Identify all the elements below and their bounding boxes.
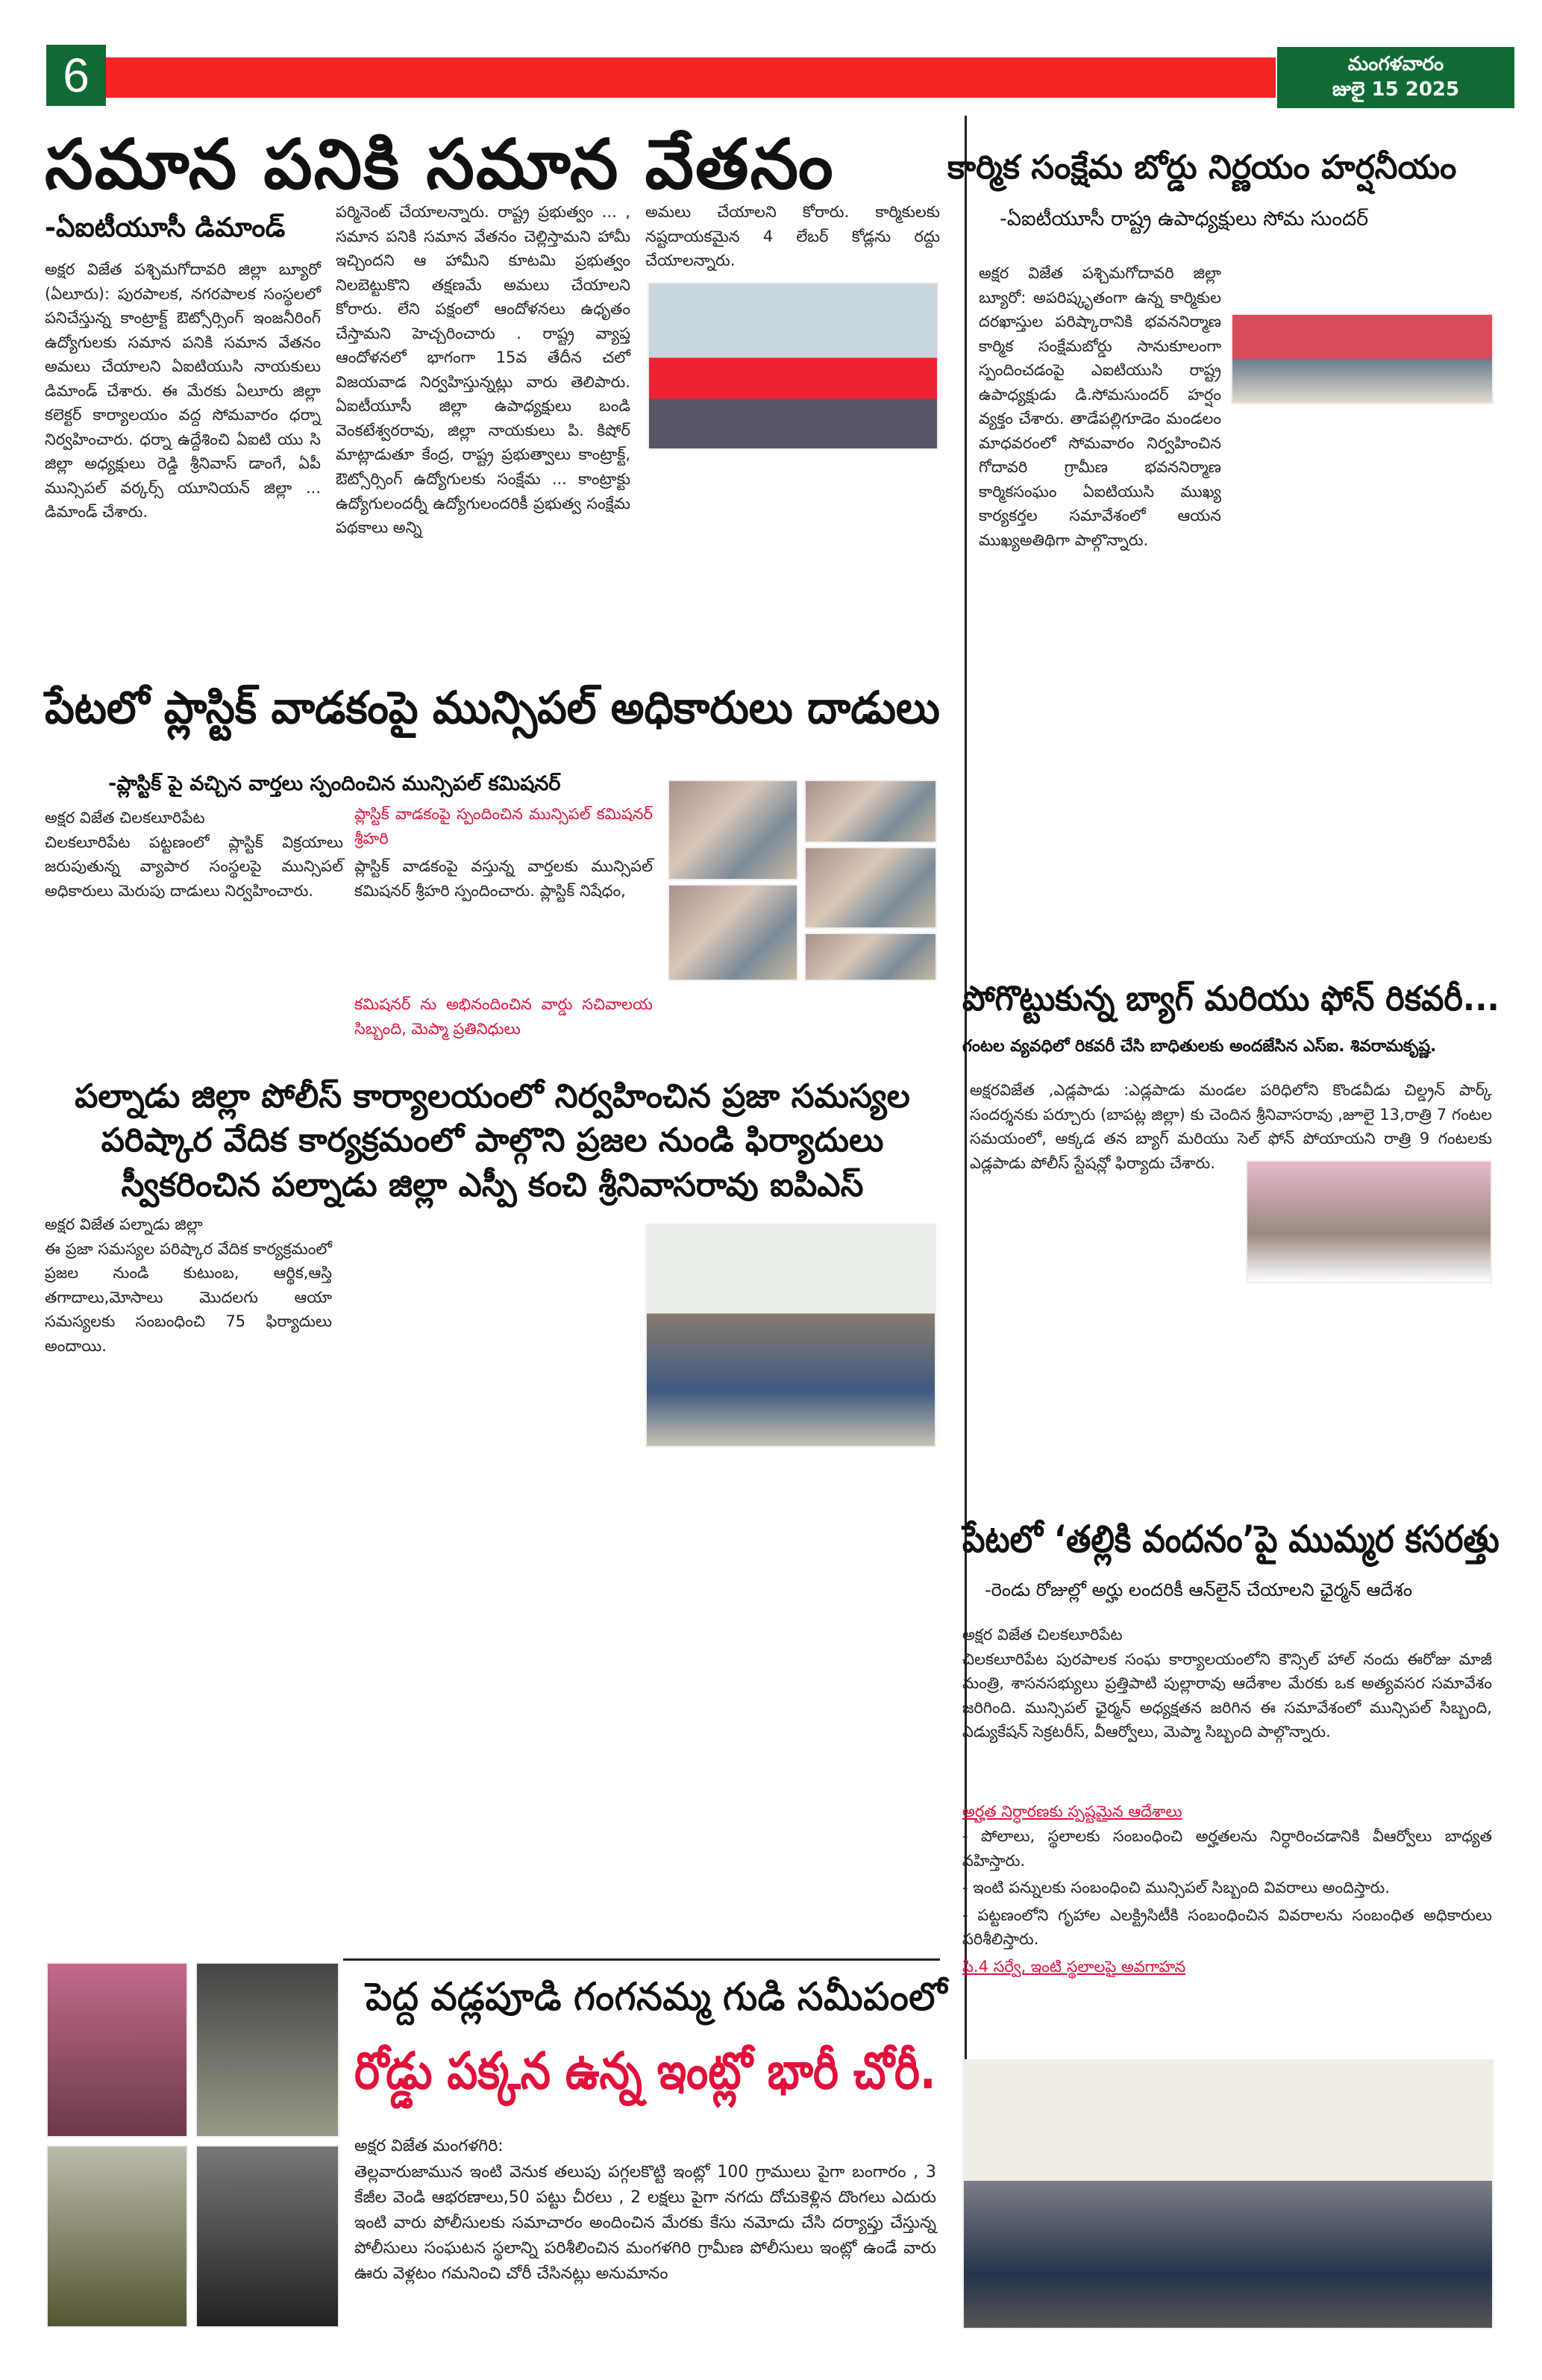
subhead-plastic: -ప్లాస్టిక్ పై వచ్చిన వార్తలు స్పందించిన మున్సిపల్ కమిషనర్ — [108, 772, 561, 795]
subhead-equal-pay: -ఏఐటీయూసీ డిమాండ్ — [45, 213, 286, 243]
article-text-palnadu: అక్షర విజేత పల్నాడు జిల్లా ఈ ప్రజా సమస్యల పరిష్కార వేదిక కార్యక్రమంలో ప్రజల నుండి కుటుంబ, ఆర్థిక,ఆస్తి తగాదాలు,మోసాలు మొదలగు ఆయా సమస్యలకు సంబంధించి 75 ఫిర్యాదులు అందాయి. — [45, 1215, 332, 1355]
date: జులై 15 2025 — [1332, 78, 1460, 101]
article-text-plastic-col2: ప్లాస్టిక్ వాడకంపై వస్తున్న వార్తలకు మున్సిపల్ కమిషనర్ శ్రీహరి స్పందించారు. ప్లాస్టిక్ నిషేధం, — [354, 857, 653, 900]
column-divider — [965, 116, 967, 2324]
photo-aituc-protest — [648, 282, 938, 450]
article-text-welfare-board: అక్షర విజేత పశ్చిమగోదావరి జిల్లా బ్యూరో: అపరిష్కృతంగా ఉన్న కార్మికుల దరఖాస్తుల పరిష్కారానికి భవననిర్మాణ కార్మిక సంక్షేమబోర్డు సానుకూలంగా స్పందించడంపై ఎఐటియుసి రాష్ట్ర ఉపాధ్యక్షుడు డి.సోమసుందర్ హర్షం వ్యక్తం చేశారు. తాడేపల్లిగూడెం మండలం మాధవరంలో సోమవారం నిర్వహించిన గోదావరి గ్రామీణ భవననిర్మాణ కార్మికసంఘం ఏఐటియుసి ముఖ్య కార్యకర్తల సమావేశంలో ఆయన ముఖ్యఅతిథిగా పాల్గొన్నారు. — [979, 264, 1221, 550]
red-heading-plastic-1: ప్లాస్టిక్ వాడకంపై స్పందించిన మున్సిపల్ కమిషనర్ శ్రీహరి — [354, 805, 653, 848]
photo-theft-door — [195, 2145, 339, 2328]
photo-council-meeting — [962, 2059, 1494, 2329]
headline-theft-1: పెద్ద వడ్లపూడి గంగనమ్మ గుడి సమీపంలో — [366, 1975, 947, 2020]
photo-welfare-meeting — [1231, 313, 1494, 404]
bullet-item: - పట్టణంలోని గృహాల ఎలక్ట్రిసిటీకి సంబంధించిన వివరాలను సంబంధిత అధికారులు పరిశీలిస్తారు. — [962, 1905, 1492, 1949]
bullet-item: - ఇంటి పన్నులకు సంబంధించి మున్సిపల్ సిబ్బంది వివరాలు అందిస్తారు. — [962, 1879, 1390, 1897]
article-text-thalliki-vandanam: అక్షర విజేత చిలకలూరిపేట చిలకలూరిపేట పురపాలక సంఘ కార్యాలయంలోని కౌన్సిల్ హాల్ నందు ఈరోజు మాజీ మంత్రి, శాసనసభ్యులు ప్రత్తిపాటి పుల్లారావు ఆదేశాల మేరకు ఒక అత్యవసర సమావేశం జరిగింది. మున్సిపల్ ఛైర్మన్ అధ్యక్షతన జరిగిన ఈ సమావేశంలో మున్సిపల్ సిబ్బంది, ఎడ్యుకేషన్ సెక్రటరీస్, వీఆర్వోలు, మెప్మా సిబ్బంది పాల్గొన్నారు. — [962, 1626, 1492, 1741]
subhead-thalliki-vandanam: -రెండు రోజుల్లో అర్హు లందరికీ ఆన్‌లైన్ చేయాలని ఛైర్మన్ ఆదేశం — [985, 1579, 1412, 1600]
headline-recovery: పోగొట్టుకున్న బ్యాగ్ మరియు ఫోన్ రికవరీ... — [962, 978, 1499, 1018]
article-text-equal-pay-col2: పర్మినెంట్ చేయాలన్నారు. రాష్ట్ర ప్రభుత్వం ... , సమాన పనికి సమాన వేతనం చెల్లిస్తామని హామీ ఇచ్చిందని ఆ హామీని కూటమి ప్రభుత్వం నిలబెట్టుకొని తక్షణమే అమలు చేయాలని కోరారు. లేని పక్షంలో ఆందోళనలు ఉధృతం చేస్తామని హెచ్చరించారు . రాష్ట్ర వ్యాప్త ఆందోళనలో భాగంగా 15వ తేదీన చలో విజయవాడ నిర్వహిస్తున్నట్లు వారు తెలిపారు. ఏఐటీయూసీ జిల్లా ఉపాధ్యక్షులు బండి వెంకటేశ్వరరావు, జిల్లా నాయకులు పి. కిషోర్ మాట్లాడుతూ కేంద్ర, రాష్ట్ర ప్రభుత్వాలు కాంట్రాక్ట్, ఔట్సోర్సింగ్ ఉద్యోగులకు సంక్షేమ ... కాంట్రాక్టు ఉద్యోగులందర్నీ ఉద్యోగులందరికీ ప్రభుత్వ సంక్షేమ పథకాలు అన్ని — [336, 203, 630, 537]
red-heading-eligibility: అర్హత నిర్ధారణకు స్పష్టమైన ఆదేశాలు — [962, 1803, 1182, 1820]
page-number: 6 — [46, 45, 106, 106]
date-box — [1277, 47, 1514, 108]
bullet-list — [962, 1824, 1492, 1955]
photo-theft-room — [46, 2145, 188, 2328]
photo-theft-locker — [195, 1962, 339, 2138]
photo-plastic-raid-3 — [804, 847, 937, 929]
photo-plastic-raid-2 — [804, 780, 937, 843]
photo-recovery-handover — [1246, 1160, 1492, 1283]
article-text-plastic-col1: అక్షర విజేత చిలకలూరిపేట చిలకలూరిపేట పట్టణంలో ప్లాస్టిక్ విక్రయాలు జరుపుతున్న వ్యాపార సంస్థలపై మున్సిపల్ అధికారులు మెరుపు దాడులు నిర్వహించారు. — [45, 809, 343, 900]
headline-welfare-board: కార్మిక సంక్షేమ బోర్డు నిర్ణయం హర్షనీయం — [947, 148, 1457, 187]
article-text-equal-pay-col3: అమలు చేయాలని కోరారు. కార్మికులకు నష్టదాయకమైన 4 లేబర్ కోడ్లను రద్దు చేయాలన్నారు. — [645, 203, 940, 270]
photo-sp-grievance — [645, 1224, 936, 1447]
photo-plastic-raid-5 — [804, 933, 937, 981]
article-text-recovery: అక్షరవిజేత ,ఎడ్లపాడు :ఎడ్లపాడు మండల పరిధిలోని కొండవీడు చిల్డ్రన్ పార్క్ సందర్శనకు పర్చూరు (బాపట్ల జిల్లా) కు చెందిన శ్రీనివాసరావు ,జూలై 13,రాత్రి 7 గంటల సమయంలో, అక్కడ తన బ్యాగ్ మరియు సెల్ ఫోన్ పోయాయని రాత్రి 9 గంటలకు ఎడ్లపాడు పోలీస్ స్టేషన్లో ఫిర్యాదు చేశారు. — [970, 1081, 1492, 1172]
weekday: మంగళవారం — [1347, 53, 1444, 76]
article-text-theft: తెల్లవారుజామున ఇంటి వెనుక తలుపు పగ్గలకొట్టి ఇంట్లో 100 గ్రాములు పైగా బంగారం , 3 కేజీల వెండి ఆభరణాలు,50 పట్టు చీరలు , 2 లక్షలు పైగా నగదు దోచుకెళ్లిన దొంగలు ఎదురు ఇంటి వారు పోలీసులకు సమాచారం అందించిన మేరకు కేసు నమోదు చేసి దర్యాప్తు చేస్తున్న పోలీసులు సంఘటన స్థలాన్ని పరిశీలించిన మంగళగిరి గ్రామీణ పోలీసులు ఇంట్లో ఉండే వారు ఊరు వెళ్లటం గమనించి చోరీ చేసినట్లు అనుమానం — [354, 2163, 936, 2284]
headline-plastic: పేటలో ప్లాస్టిక్ వాడకంపై మున్సిపల్ అధికారులు దాడులు — [45, 682, 940, 734]
headline-theft-2: రోడ్డు పక్కన ఉన్న ఇంట్లో భారీ చోరీ. — [354, 2042, 936, 2101]
headline-thalliki-vandanam: పేటలో ‘తల్లికి వందనం’పై ముమ్మర కసరత్తు — [962, 1518, 1499, 1561]
headline-palnadu: పల్నాడు జిల్లా పోలీస్ కార్యాలయంలో నిర్వహించిన ప్రజా సమస్యల పరిష్కార వేదిక కార్యక్రమంలో పాల్గొని ప్రజల నుండి ఫిర్యాదులు స్వీకరించిన పల్నాడు జిల్లా ఎస్పీ కంచి శ్రీనివాసరావు ఐపిఎస్ — [75, 1077, 910, 1204]
red-heading-plastic-2: కమిషనర్ ను అభినందించిన వార్డు సచివాలయ సిబ్బంది, మెప్మా ప్రతినిధులు — [354, 995, 653, 1038]
bullet-item: - పోలాలు, స్థలాలకు సంబంధించి అర్హతలను నిర్ధారించడానికి వీఆర్వోలు బాధ్యత వహిస్తారు. — [962, 1827, 1492, 1870]
header-red-bar — [106, 57, 1276, 98]
article-text-equal-pay-col1: అక్షర విజేత పశ్చిమగోదావరి జిల్లా బ్యూరో (ఏలూరు): పురపాలక, నగరపాలక సంస్థలలో పనిచేస్తున్న కాంట్రాక్ట్ ఔట్సోర్సింగ్ ఇంజనీరింగ్ ఉద్యోగులకు సమాన పనికి సమాన వేతనం అమలు చేయాలని ఏఐటియుసి నాయకులు డిమాండ్ చేశారు. ఈ మేరకు ఏలూరు జిల్లా కలెక్టర్ కార్యాలయం వద్ద సోమవారం ధర్నా నిర్వహించారు. ధర్నా ఉద్దేశించి ఏఐటి యు సి జిల్లా అధ్యక్షులు రెడ్డి శ్రీనివాస్ డాంగే, ఏపీ మున్సిపల్ వర్కర్స్ యూనియన్ జిల్లా ... డిమాండ్ చేశారు. — [45, 260, 321, 522]
dateline-theft: అక్షర విజేత మంగళగిరి: — [354, 2137, 504, 2155]
headline-equal-pay: సమాన పనికి సమాన వేతనం — [45, 125, 835, 204]
subhead-recovery: గంటల వ్యవధిలో రికవరీ చేసి బాధితులకు అందజేసిన ఎస్ఐ. శివరామకృష్ణ. — [962, 1037, 1437, 1056]
red-heading-p4-survey: పి.4 సర్వే, ఇంటి స్థలాలపై అవగాహన — [962, 1958, 1186, 1976]
divider — [343, 1958, 940, 1961]
subhead-welfare-board: -ఏఐటీయూసీ రాష్ట్ర ఉపాధ్యక్షులు సోమ సుందర్ — [1000, 207, 1369, 231]
photo-plastic-raid-4 — [668, 884, 798, 981]
photo-plastic-raid-1 — [668, 780, 798, 880]
photo-theft-cupboard — [46, 1962, 188, 2138]
